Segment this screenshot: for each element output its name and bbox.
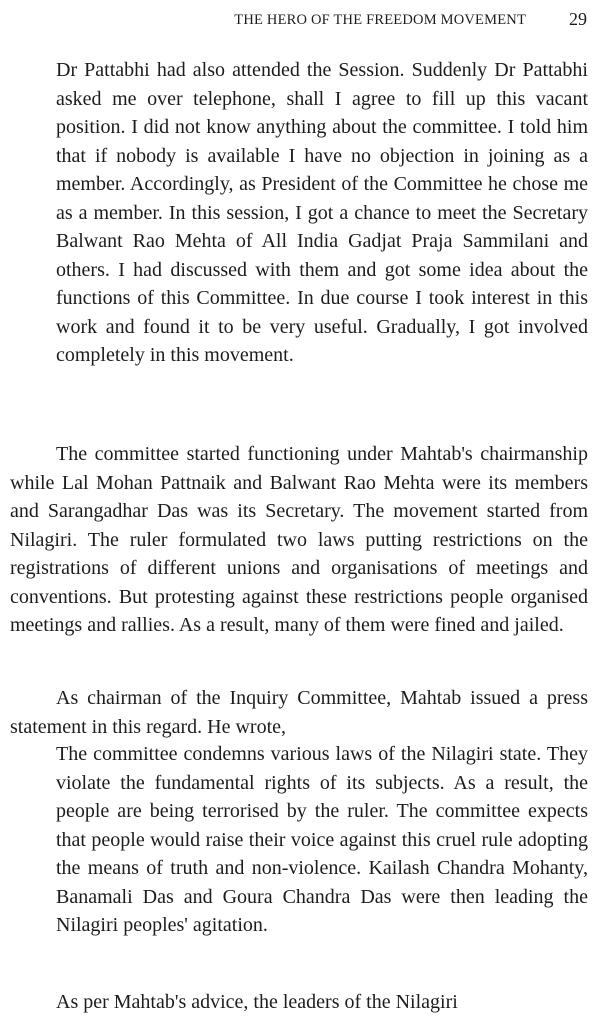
- paragraph-press-statement-intro: As chairman of the Inquiry Committee, Mahtab issued a press statement in this regard. He wrote,: [10, 687, 588, 738]
- paragraph-continued: Dr Pattabhi had also attended the Session. Suddenly Dr Pattabhi asked me over telephone, shall I agree to fill up this vacant position. I did not know anything about the committee. I told him that if nobody is available I have no objection in joining as a member. Accordingly, as President of the Committee he chose me as a member. In this session, I got a chance to meet the Secretary Balwant Rao Mehta of All India Gadjat Praja Sammilani and others. I had discussed with them and got some idea about the functions of this Committee. In due course I took interest in this work and found it to be very useful. Gradually, I got involved completely in this movement.: [56, 59, 588, 366]
- paragraph-mahtab-advice: As per Mahtab's advice, the leaders of the Nilagiri: [56, 991, 458, 1013]
- running-header: [0, 9, 600, 33]
- block-quote: The committee condemns various laws of the Nilagiri state. They violate the fundamental rights of its subjects. As a result, the people are being terrorised by the ruler. The committee expects that people would raise their voice against this cruel rule adopting the means of truth and non-violence. Kailash Chandra Mohanty, Banamali Das and Goura Chandra Das were then leading the Nilagiri peoples' agitation.: [56, 743, 588, 936]
- running-title: THE HERO OF THE FREEDOM MOVEMENT: [234, 12, 526, 28]
- paragraph-committee-functioning: The committee started functioning under Mahtab's chairmanship while Lal Mohan Pattnaik and Balwant Rao Mehta were its members and Sarangadhar Das was its Secretary. The movement started from Nilagiri. The ruler formulated two laws putting restrictions on the registrations of different unions and organisations of meetings and conventions. But protesting against these restrictions people organised meetings and rallies. As a result, many of them were fined and jailed.: [10, 443, 588, 636]
- page-number: 29: [569, 9, 587, 29]
